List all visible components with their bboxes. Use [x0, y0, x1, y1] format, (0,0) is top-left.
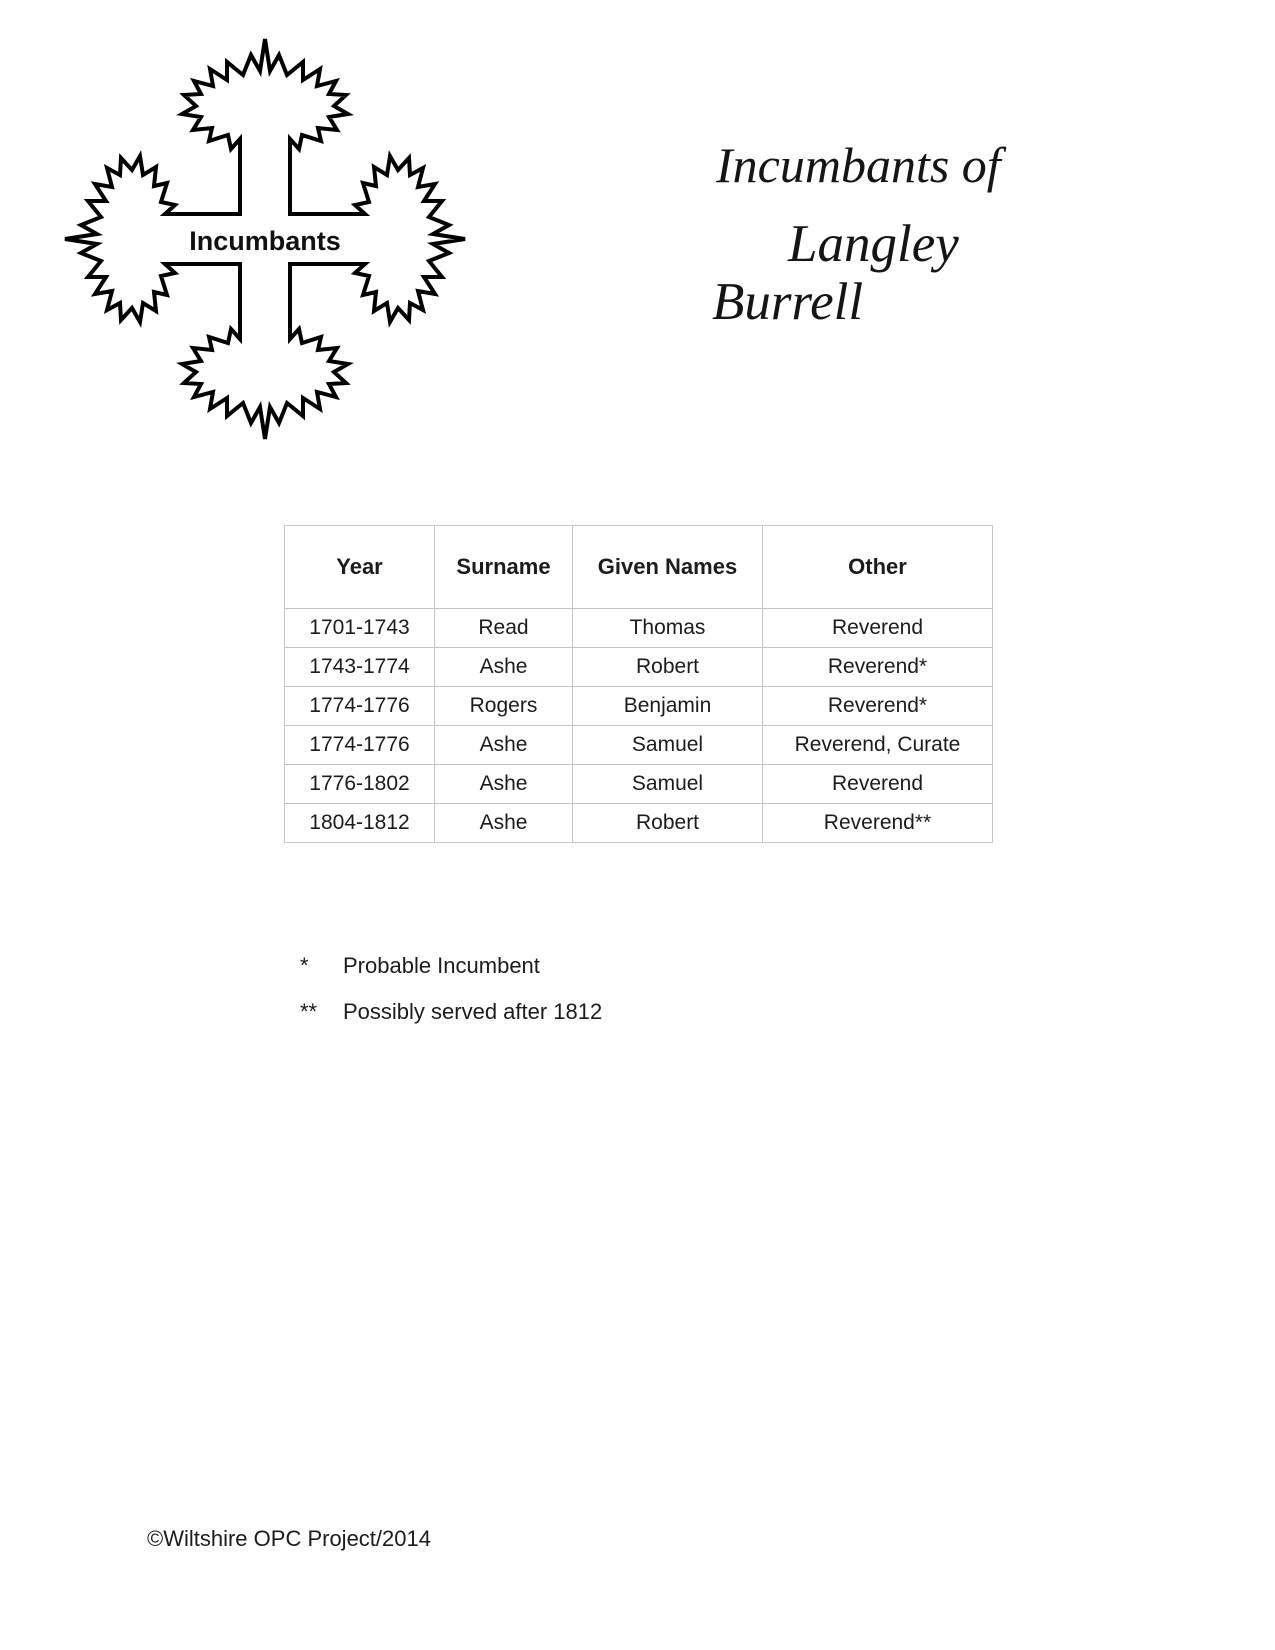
cell-other: Reverend [763, 609, 993, 648]
asterisk-marker: * [300, 953, 309, 978]
cell-surname: Rogers [435, 687, 573, 726]
cell-surname: Ashe [435, 804, 573, 843]
footnote-probable-incumbent [300, 953, 540, 979]
cell-given-names: Benjamin [573, 687, 763, 726]
cell-given-names: Thomas [573, 609, 763, 648]
cell-year: 1743-1774 [285, 648, 435, 687]
cell-given-names: Samuel [573, 726, 763, 765]
table-row [285, 804, 993, 843]
table-row [285, 648, 993, 687]
cell-given-names: Samuel [573, 765, 763, 804]
cell-given-names: Robert [573, 804, 763, 843]
cell-given-names: Robert [573, 648, 763, 687]
cell-year: 1776-1802 [285, 765, 435, 804]
cell-year: 1774-1776 [285, 726, 435, 765]
double-asterisk-marker: ** [300, 999, 318, 1024]
cross-label: Incumbants [189, 226, 341, 256]
footnote-text: Possibly served after 1812 [343, 999, 603, 1024]
cell-other: Reverend [763, 765, 993, 804]
cell-surname: Ashe [435, 765, 573, 804]
column-header-surname: Surname [435, 526, 573, 609]
cell-other: Reverend* [763, 648, 993, 687]
cell-surname: Ashe [435, 726, 573, 765]
page-title-line-3: Burrell [712, 273, 864, 331]
cell-surname: Ashe [435, 648, 573, 687]
cell-other: Reverend, Curate [763, 726, 993, 765]
cell-other: Reverend* [763, 687, 993, 726]
cell-year: 1804-1812 [285, 804, 435, 843]
table-row [285, 726, 993, 765]
footnote-text: Probable Incumbent [343, 953, 540, 978]
column-header-given-names: Given Names [573, 526, 763, 609]
cell-surname: Read [435, 609, 573, 648]
table-row [285, 765, 993, 804]
incumbents-table [284, 525, 993, 843]
cell-year: 1701-1743 [285, 609, 435, 648]
column-header-other: Other [763, 526, 993, 609]
cell-year: 1774-1776 [285, 687, 435, 726]
column-header-year: Year [285, 526, 435, 609]
table-row [285, 609, 993, 648]
footnote-possibly-served [300, 999, 602, 1025]
table-row [285, 687, 993, 726]
cell-other: Reverend** [763, 804, 993, 843]
table-header-row [285, 526, 993, 609]
footer-copyright: ©Wiltshire OPC Project/2014 [147, 1526, 431, 1551]
page-title-line-1: Incumbants of [716, 137, 1001, 193]
page-title-line-2: Langley [788, 215, 959, 273]
